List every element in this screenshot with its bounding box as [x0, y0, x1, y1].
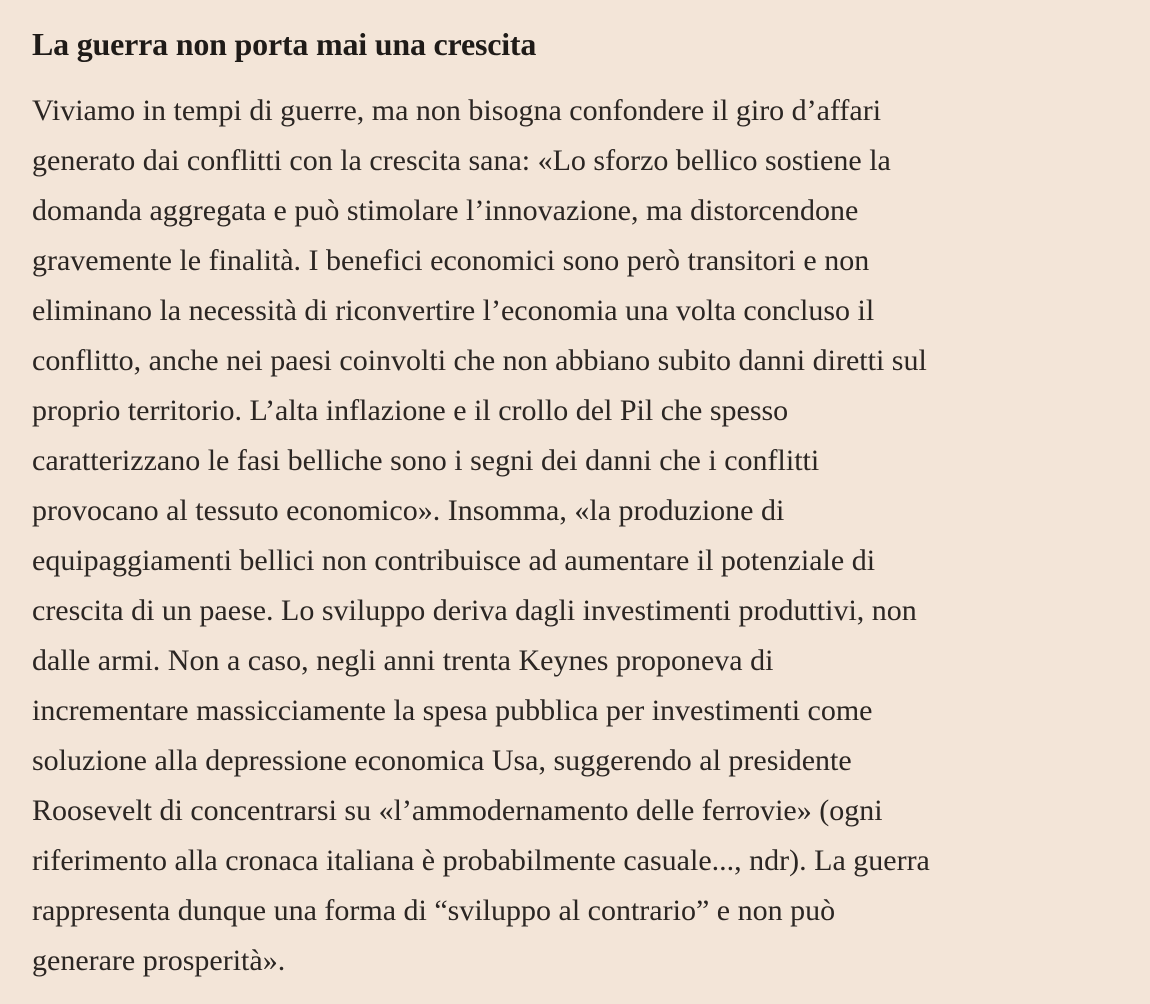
article-body: Viviamo in tempi di guerre, ma non bisogna confondere il giro d’affari generato dai conflitti con la crescita sana: «Lo sforzo bellico sostiene la domanda aggregata e può stimolare l’innovazione, ma distorcendone gravemente le finalità. I benefici economici sono però transitori e non eliminano la necessità di riconvertire l’economia una volta concluso il conflitto, anche nei paesi coinvolti che non abbiano subito danni diretti sul proprio territorio. L’alta inflazione e il crollo del Pil che spesso caratterizzano le fasi belliche sono i segni dei danni che i conflitti provocano al tessuto economico». Insomma, «la produzione di equipaggiamenti bellici non contribuisce ad aumentare il potenziale di crescita di un paese. Lo sviluppo deriva dagli investimenti produttivi, non dalle armi. Non a caso, negli anni trenta Keynes proponeva di incrementare massicciamente la spesa pubblica per investimenti come soluzione alla depressione economica Usa, suggerendo al presidente Roosevelt di concentrarsi su «l’ammodernamento delle ferrovie» (ogni riferimento alla cronaca italiana è probabilmente casuale..., ndr). La guerra rappresenta dunque una forma di “sviluppo al contrario” e non può generare prosperità».	[32, 94, 930, 977]
article-title: La guerra non porta mai una crescita	[32, 26, 537, 62]
